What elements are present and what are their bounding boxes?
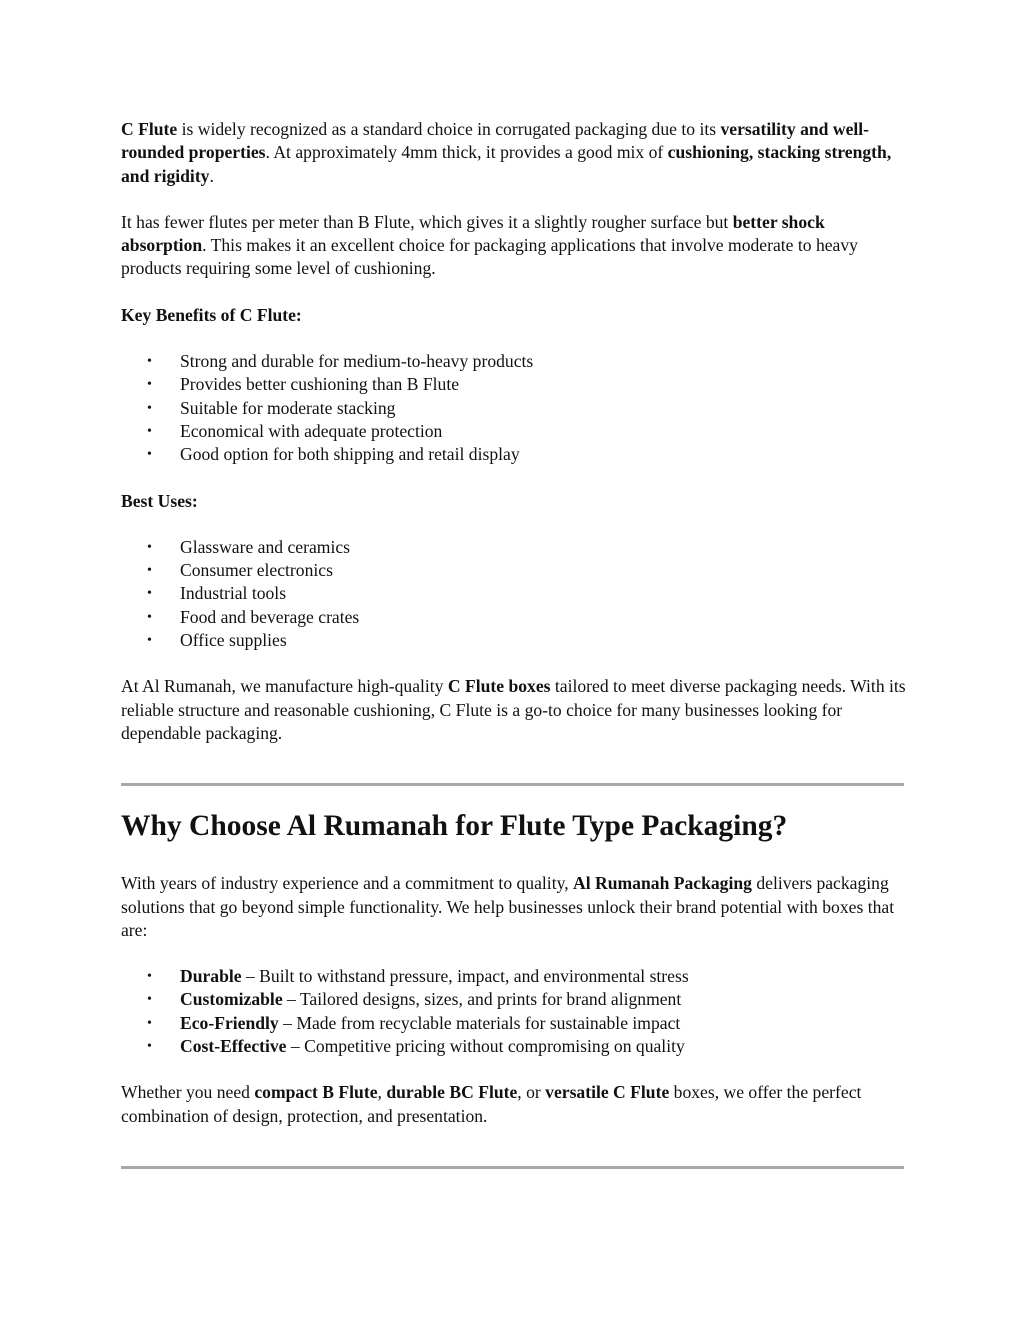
list-item <box>121 350 906 373</box>
quality-description: – Tailored designs, sizes, and prints for brand alignment <box>282 989 682 1010</box>
intro-c-flute-bold: C Flute <box>121 119 178 139</box>
intro-cushioning-bold: cushioning, stacking strength, and rigidity <box>121 142 892 186</box>
list-item-text: Industrial tools <box>180 583 287 604</box>
horizontal-divider <box>121 1166 904 1169</box>
list-item <box>121 559 906 582</box>
quality-description: – Made from recyclable materials for sustainable impact <box>278 1012 681 1033</box>
why-text-2: delivers packaging solutions that go beyond simple functionality. We help businesses unlock their brand potential with boxes that are: <box>121 873 895 940</box>
list-item <box>121 988 906 1011</box>
list-item <box>121 629 906 652</box>
bullet-icon: • <box>147 447 152 463</box>
final-text-1: Whether you need <box>121 1082 255 1103</box>
why-brand-bold: Al Rumanah Packaging <box>573 873 752 894</box>
bullet-icon: • <box>147 992 152 1008</box>
list-item-text: Suitable for moderate stacking <box>180 397 396 418</box>
closing-text-2: tailored to meet diverse packaging needs. With its reliable structure and reasonable cushioning, C Flute is a go-to choice for many businesses looking for dependable packaging. <box>121 676 906 743</box>
final-text-2: boxes, we offer the perfect combination of design, protection, and presentation. <box>121 1082 862 1126</box>
list-item-text: Office supplies <box>180 630 287 651</box>
list-item-text: Provides better cushioning than B Flute <box>180 374 460 395</box>
quality-term: Durable <box>180 966 242 987</box>
bullet-icon: • <box>147 354 152 370</box>
list-item <box>121 606 906 629</box>
list-item-text: Food and beverage crates <box>180 606 360 627</box>
bullet-icon: • <box>147 586 152 602</box>
bullet-icon: • <box>147 1015 152 1031</box>
list-item <box>121 582 906 605</box>
intro-text-3: . <box>209 165 214 186</box>
bullet-icon: • <box>147 423 152 439</box>
list-item <box>121 1035 906 1058</box>
bullet-icon: • <box>147 400 152 416</box>
bullet-icon: • <box>147 563 152 579</box>
list-item <box>121 536 906 559</box>
list-item <box>121 397 906 420</box>
list-item-text: Strong and durable for medium-to-heavy products <box>180 351 534 372</box>
final-bc-flute-bold: durable BC Flute <box>386 1082 518 1103</box>
list-item-text: Consumer electronics <box>180 560 333 581</box>
list-item <box>121 373 906 396</box>
shock-paragraph <box>121 211 906 281</box>
benefits-list <box>121 350 906 466</box>
final-separator-1: , <box>377 1082 387 1103</box>
intro-text-1: is widely recognized as a standard choice in corrugated packaging due to its <box>177 119 721 139</box>
benefits-heading-text: Key Benefits of C Flute: <box>121 304 302 325</box>
quality-term: Customizable <box>180 989 283 1010</box>
intro-versatility-bold: versatility and well-rounded properties <box>121 119 870 163</box>
bullet-icon: • <box>147 539 152 555</box>
list-item <box>121 420 906 443</box>
section-heading: Why Choose Al Rumanah for Flute Type Packaging? <box>121 810 788 843</box>
horizontal-divider <box>121 783 904 786</box>
bullet-icon: • <box>147 633 152 649</box>
closing-paragraph <box>121 675 906 745</box>
list-item <box>121 443 906 466</box>
list-item-text: Good option for both shipping and retail display <box>180 444 520 465</box>
bullet-icon: • <box>147 969 152 985</box>
list-item-text: Glassware and ceramics <box>180 536 350 557</box>
bullet-icon: • <box>147 609 152 625</box>
intro-paragraph <box>121 118 906 188</box>
shock-better-bold: better shock absorption <box>121 211 825 256</box>
uses-heading <box>121 490 906 513</box>
list-item <box>121 965 906 988</box>
bullet-icon: • <box>147 1039 152 1055</box>
uses-list <box>121 536 906 652</box>
closing-text-1: At Al Rumanah, we manufacture high-quality <box>121 676 448 697</box>
quality-description: – Built to withstand pressure, impact, and environmental stress <box>241 966 689 987</box>
shock-text-2: . This makes it an excellent choice for packaging applications that involve moderate to heavy products requiring some level of cushioning. <box>121 235 858 279</box>
uses-heading-text: Best Uses: <box>121 490 198 511</box>
quality-description: – Competitive pricing without compromising on quality <box>286 1036 685 1057</box>
quality-term: Cost-Effective <box>180 1036 287 1057</box>
closing-boxes-bold: C Flute boxes <box>447 676 551 697</box>
benefits-heading <box>121 304 906 327</box>
intro-text-2: . At approximately 4mm thick, it provides a good mix of <box>265 142 668 163</box>
final-separator-2: , or <box>517 1082 546 1103</box>
qualities-list <box>121 965 906 1058</box>
list-item-text: Economical with adequate protection <box>180 420 443 441</box>
final-b-flute-bold: compact B Flute <box>254 1082 378 1103</box>
bullet-icon: • <box>147 377 152 393</box>
why-text-1: With years of industry experience and a commitment to quality, <box>121 873 574 894</box>
final-c-flute-bold: versatile C Flute <box>545 1082 670 1103</box>
why-paragraph <box>121 872 906 942</box>
final-paragraph <box>121 1081 906 1128</box>
shock-text-1: It has fewer flutes per meter than B Flute, which gives it a slightly rougher surface but <box>121 211 733 232</box>
quality-term: Eco-Friendly <box>180 1012 279 1033</box>
list-item <box>121 1012 906 1035</box>
document-page <box>121 118 906 1169</box>
